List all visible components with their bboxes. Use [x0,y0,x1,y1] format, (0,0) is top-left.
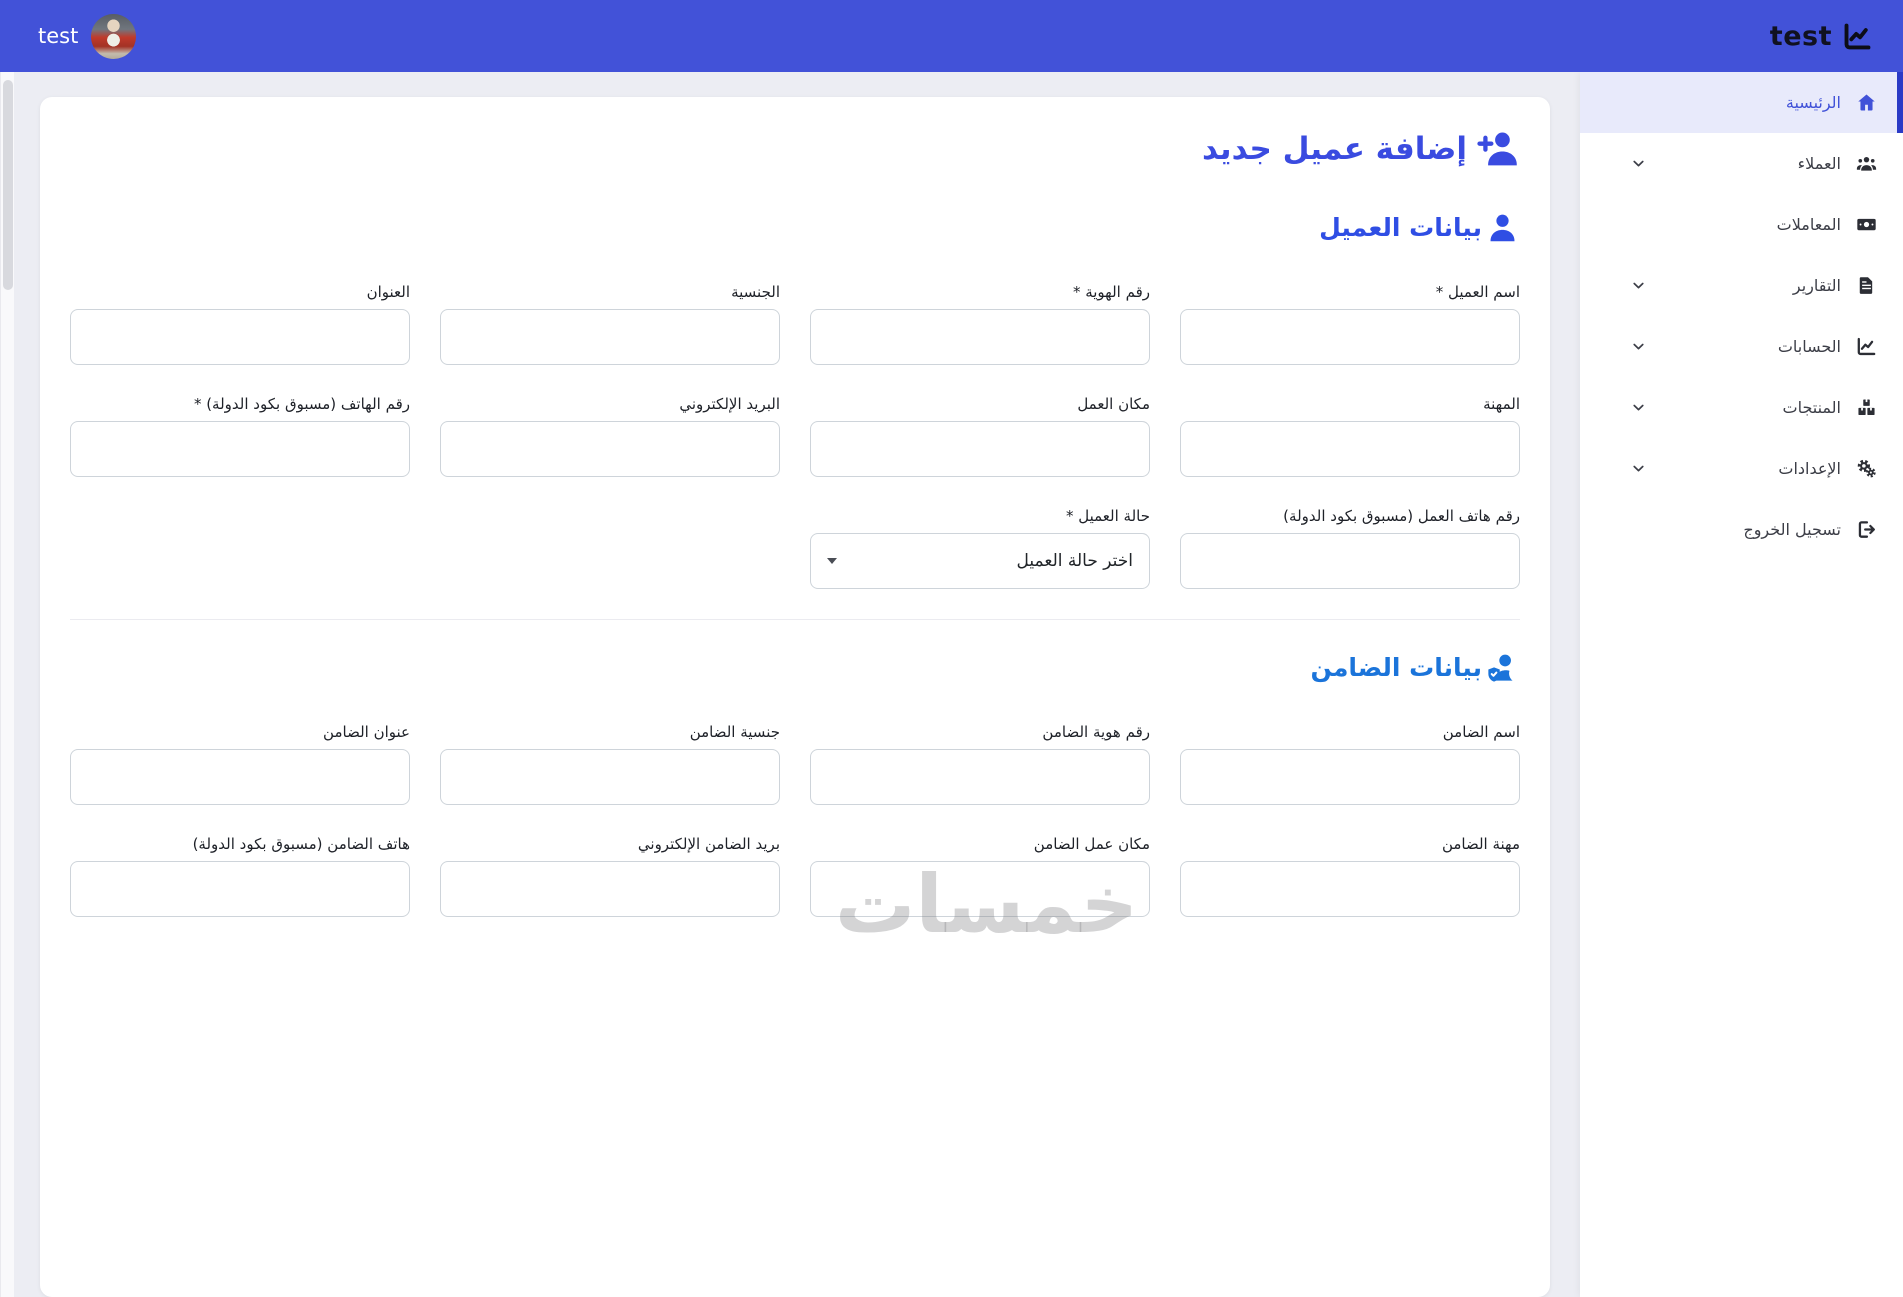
sidebar-item[interactable] [1580,377,1903,438]
report-icon [1856,275,1877,296]
text-input[interactable] [440,309,780,365]
chart-line-logo-icon [1842,21,1873,52]
text-input[interactable] [1180,309,1520,365]
guarantor-fields-grid [70,723,1520,917]
text-input[interactable] [810,861,1150,917]
form-field [440,283,780,365]
add-client-card [40,97,1550,1297]
chevron-down-icon[interactable] [1630,460,1647,477]
scrollbar-thumb[interactable] [3,80,13,290]
navbar-user [38,14,136,59]
main-content [0,72,1580,1297]
sidebar-item[interactable] [1580,438,1903,499]
text-input[interactable] [70,861,410,917]
form-field [70,283,410,365]
client-status-select[interactable] [810,533,1150,589]
user-shield-icon [1485,650,1520,685]
field-label: المهنة [1483,395,1520,413]
signout-icon [1856,519,1877,540]
top-navbar [0,0,1903,72]
form-field [70,395,410,477]
chevron-down-icon[interactable] [1630,277,1647,294]
form-field [810,395,1150,477]
guarantor-section-title: بيانات الضامن [1310,653,1482,682]
field-label: جنسية الضامن [689,723,780,741]
field-label: مكان العمل [1077,395,1150,413]
form-field [1180,395,1520,477]
field-label: البريد الإلكتروني [679,395,780,413]
text-input[interactable] [440,421,780,477]
text-input[interactable] [1180,533,1520,589]
client-section-heading [70,210,1520,245]
form-field [440,723,780,805]
field-label: هاتف الضامن (مسبوق بكود الدولة) [192,835,410,853]
field-label: مهنة الضامن [1441,835,1520,853]
text-input[interactable] [70,749,410,805]
sidebar-item[interactable] [1580,72,1903,133]
form-field [810,507,1150,589]
khamsat-watermark: خمسات [835,858,1139,951]
chevron-down-icon[interactable] [1630,338,1647,355]
chevron-down-icon[interactable] [1630,155,1647,172]
form-field [810,723,1150,805]
sidebar-item-label: الإعدادات [1778,459,1841,478]
sidebar-item-label: العملاء [1797,154,1841,173]
gears-icon [1856,458,1877,479]
form-field [810,283,1150,365]
sidebar-item-label: الرئيسية [1785,93,1841,112]
select-value: اختر حالة العميل [1016,551,1133,571]
text-input[interactable] [440,861,780,917]
sidebar-item[interactable] [1580,499,1903,560]
chevron-down-icon[interactable] [1630,399,1647,416]
client-fields-grid [70,283,1520,589]
chart-icon [1856,336,1877,357]
form-field [1180,283,1520,365]
text-input[interactable] [1180,861,1520,917]
form-field [810,835,1150,917]
field-label: الجنسية [731,283,780,301]
sidebar-item[interactable] [1580,255,1903,316]
sidebar-item[interactable] [1580,133,1903,194]
sidebar-item-label: المعاملات [1776,215,1841,234]
text-input[interactable] [1180,421,1520,477]
page-title [70,127,1520,170]
home-icon [1856,92,1877,113]
sidebar-item[interactable] [1580,194,1903,255]
field-label: رقم الهوية * [1072,283,1150,301]
form-field [70,835,410,917]
field-label: اسم الضامن [1442,723,1520,741]
field-label: رقم الهاتف (مسبوق بكود الدولة) * [193,395,410,413]
sidebar-item-label: تسجيل الخروج [1743,520,1841,539]
select-caret-icon [827,558,837,564]
section-divider [70,619,1520,620]
boxes-icon [1856,397,1877,418]
users-icon [1856,153,1877,174]
field-label: مكان عمل الضامن [1033,835,1150,853]
form-field [70,723,410,805]
form-field [1180,507,1520,589]
sidebar-item[interactable] [1580,316,1903,377]
money-icon [1856,214,1877,235]
sidebar-item-label: التقارير [1792,276,1841,295]
user-icon [1485,210,1520,245]
guarantor-section-heading [70,650,1520,685]
page-title-text: إضافة عميل جديد [1202,130,1467,167]
field-label: عنوان الضامن [323,723,410,741]
text-input[interactable] [810,749,1150,805]
sidebar-item-label: المنتجات [1782,398,1841,417]
user-plus-icon [1477,127,1520,170]
text-input[interactable] [810,309,1150,365]
field-label: رقم هوية الضامن [1042,723,1150,741]
field-label: اسم العميل * [1435,283,1520,301]
vertical-scrollbar[interactable] [0,72,14,1297]
text-input[interactable] [70,309,410,365]
text-input[interactable] [810,421,1150,477]
brand-title: test [1769,20,1832,52]
sidebar-item-label: الحسابات [1777,337,1841,356]
field-label: بريد الضامن الإلكتروني [637,835,780,853]
text-input[interactable] [440,749,780,805]
user-avatar[interactable] [91,14,136,59]
form-field [1180,835,1520,917]
form-field [440,835,780,917]
sidebar-nav [1580,72,1903,1297]
form-field [440,395,780,477]
field-label: حالة العميل * [1065,507,1150,525]
field-label: رقم هاتف العمل (مسبوق بكود الدولة) [1283,507,1520,525]
form-field [1180,723,1520,805]
user-name: test [38,24,79,48]
text-input[interactable] [1180,749,1520,805]
app-brand[interactable] [1770,21,1873,52]
text-input[interactable] [70,421,410,477]
client-section-title: بيانات العميل [1319,213,1482,242]
field-label: العنوان [366,283,410,301]
